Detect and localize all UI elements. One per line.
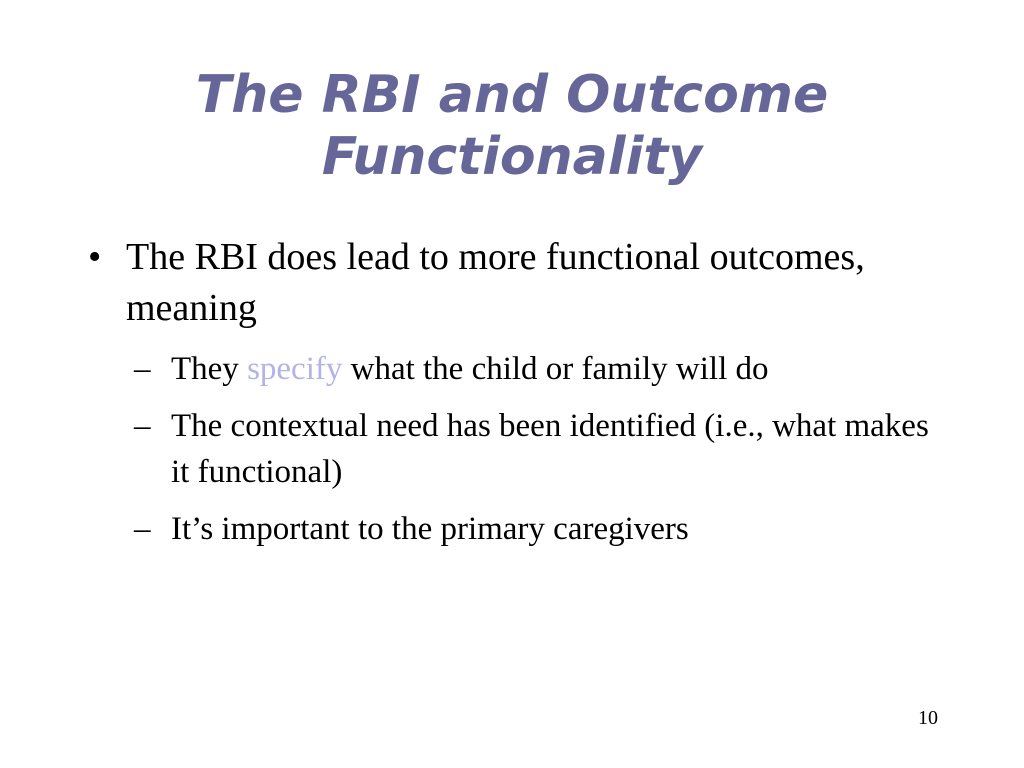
slide-title-line-2: Functionality xyxy=(321,127,703,187)
sub-bullet-2 xyxy=(134,403,948,495)
slide-body xyxy=(88,232,948,563)
main-bullet-text: The RBI does lead to more functional outcomes, meaning xyxy=(126,236,865,329)
slide-title xyxy=(60,64,964,188)
dash-marker: – xyxy=(134,408,151,444)
sub-bullet-2-text: The contextual need has been identified (i.e., what makes it functional) xyxy=(171,408,929,490)
sub-bullet-3 xyxy=(134,506,948,552)
sub-bullet-1-before: They xyxy=(171,351,248,387)
sub-bullet-list xyxy=(134,346,948,552)
bullet-marker: • xyxy=(88,236,102,278)
sub-bullet-1-after: what the child or family will do xyxy=(342,351,769,387)
dash-marker: – xyxy=(134,351,151,387)
page-number: 10 xyxy=(918,707,938,729)
highlighted-word: specify xyxy=(247,351,343,387)
sub-bullet-1 xyxy=(134,346,948,392)
slide-title-line-1: The RBI and Outcome xyxy=(195,65,829,125)
sub-bullet-3-text: It’s important to the primary caregivers xyxy=(171,511,689,547)
dash-marker: – xyxy=(134,511,151,547)
main-bullet xyxy=(88,232,948,334)
